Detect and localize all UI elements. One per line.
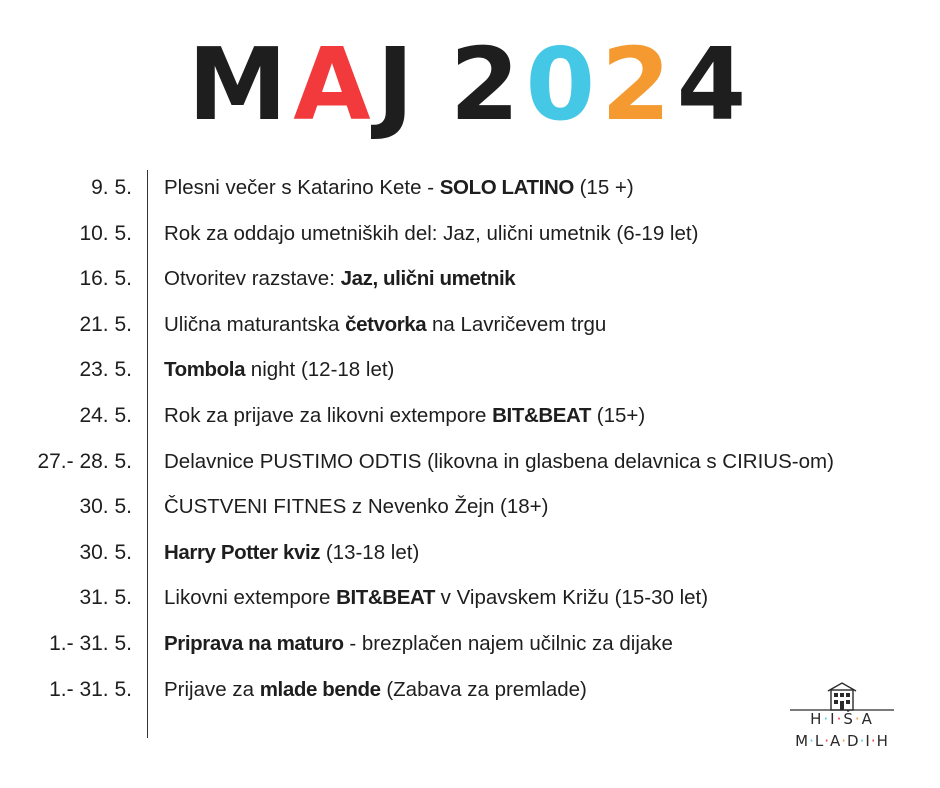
title-letter-a: A xyxy=(293,26,377,143)
event-description xyxy=(164,676,587,704)
event-highlight: Harry Potter kviz xyxy=(164,540,321,564)
logo-dot: · xyxy=(841,732,848,750)
hisa-mladih-logo xyxy=(772,680,912,760)
event-date: 31. 5. xyxy=(79,586,132,610)
event-text: Rok za oddajo umetniških del: Jaz, ulični umetnik (6-19 let) xyxy=(164,221,699,245)
event-row xyxy=(0,166,940,212)
event-row xyxy=(0,440,940,486)
event-date: 30. 5. xyxy=(79,495,132,519)
event-description xyxy=(164,448,834,476)
event-highlight: SOLO LATINO xyxy=(439,176,574,199)
event-row xyxy=(0,303,940,349)
event-text: Prijave za xyxy=(164,677,260,701)
logo-dot: · xyxy=(859,732,866,750)
event-date: 9. 5. xyxy=(91,176,132,199)
event-description xyxy=(164,311,606,339)
title-letter-j: J xyxy=(376,26,420,143)
logo-letter: H xyxy=(876,732,889,750)
event-row xyxy=(0,348,940,394)
event-date: 1.- 31. 5. xyxy=(49,677,132,701)
event-description xyxy=(164,402,645,430)
logo-letter: L xyxy=(814,732,825,750)
logo-row-hisa xyxy=(772,710,912,728)
event-row xyxy=(0,394,940,440)
logo-letter: I xyxy=(865,732,871,750)
event-row xyxy=(0,257,940,303)
event-date: 27.- 28. 5. xyxy=(37,449,132,473)
event-date: 21. 5. xyxy=(79,312,132,336)
title-digit-2b: 2 xyxy=(601,26,677,143)
logo-letter: I xyxy=(830,710,837,728)
event-row xyxy=(0,531,940,577)
logo-dot: · xyxy=(836,710,844,728)
event-date: 24. 5. xyxy=(79,403,132,427)
event-row xyxy=(0,576,940,622)
logo-letter: Š xyxy=(843,710,855,728)
logo-letter: H xyxy=(810,710,824,728)
event-date: 30. 5. xyxy=(79,540,132,564)
event-description xyxy=(164,356,394,384)
event-text: (15+) xyxy=(591,403,646,427)
event-date: 10. 5. xyxy=(79,221,132,245)
logo-dot: · xyxy=(870,732,877,750)
event-text: night (12-18 let) xyxy=(245,358,395,382)
event-date: 1.- 31. 5. xyxy=(49,631,132,655)
logo-letter: D xyxy=(847,732,860,750)
event-date: 23. 5. xyxy=(79,358,132,382)
event-list xyxy=(0,166,940,713)
event-text: Ulična maturantska xyxy=(164,312,346,336)
event-description xyxy=(164,630,673,658)
house-icon xyxy=(772,680,912,714)
event-description xyxy=(164,265,515,293)
event-description xyxy=(164,174,634,202)
event-row xyxy=(0,485,940,531)
title-digit-2: 2 xyxy=(449,26,526,143)
event-row xyxy=(0,212,940,258)
event-text: (13-18 let) xyxy=(320,540,420,564)
event-date: 16. 5. xyxy=(79,267,132,291)
event-text: v Vipavskem Križu (15-30 let) xyxy=(434,586,709,610)
title-digit-0: 0 xyxy=(525,26,602,143)
event-row xyxy=(0,622,940,668)
event-description xyxy=(164,584,708,612)
logo-dot: · xyxy=(823,710,831,728)
event-highlight: BIT&BEAT xyxy=(336,586,435,610)
event-text: - brezplačen najem učilnic za dijake xyxy=(343,631,673,655)
logo-letter: M xyxy=(795,732,810,750)
event-text: ČUSTVENI FITNES z Nevenko Žejn (18+) xyxy=(164,495,549,519)
event-description xyxy=(164,539,419,567)
event-description xyxy=(164,220,698,248)
event-highlight: BIT&BEAT xyxy=(492,403,592,427)
event-description xyxy=(164,493,549,521)
event-highlight: četvorka xyxy=(345,312,427,336)
title-digit-4: 4 xyxy=(676,26,753,143)
event-highlight: Priprava na maturo xyxy=(164,631,344,655)
event-text: Otvoritev razstave: xyxy=(164,267,341,291)
event-text: (15 +) xyxy=(573,176,634,199)
logo-dot: · xyxy=(824,732,830,750)
event-highlight: mlade bende xyxy=(259,677,381,701)
event-text: (Zabava za premlade) xyxy=(380,677,587,701)
logo-dot: · xyxy=(854,710,862,728)
event-text: Likovni extempore xyxy=(164,586,337,610)
event-text: na Lavričevem trgu xyxy=(426,312,607,336)
event-text: Delavnice PUSTIMO ODTIS (likovna in glasbena delavnica s CIRIUS-om) xyxy=(164,449,834,473)
event-text: Rok za prijave za likovni extempore xyxy=(164,403,493,427)
logo-row-mladih xyxy=(772,732,912,750)
logo-dot: · xyxy=(809,732,815,750)
event-highlight: Jaz, ulični umetnik xyxy=(340,267,516,291)
page-title xyxy=(0,26,940,143)
event-highlight: Tombola xyxy=(164,358,246,382)
logo-letter: A xyxy=(861,710,874,728)
title-letter-m: M xyxy=(187,26,294,143)
event-text: Plesni večer s Katarino Kete - xyxy=(164,176,440,199)
logo-letter: A xyxy=(829,732,842,750)
